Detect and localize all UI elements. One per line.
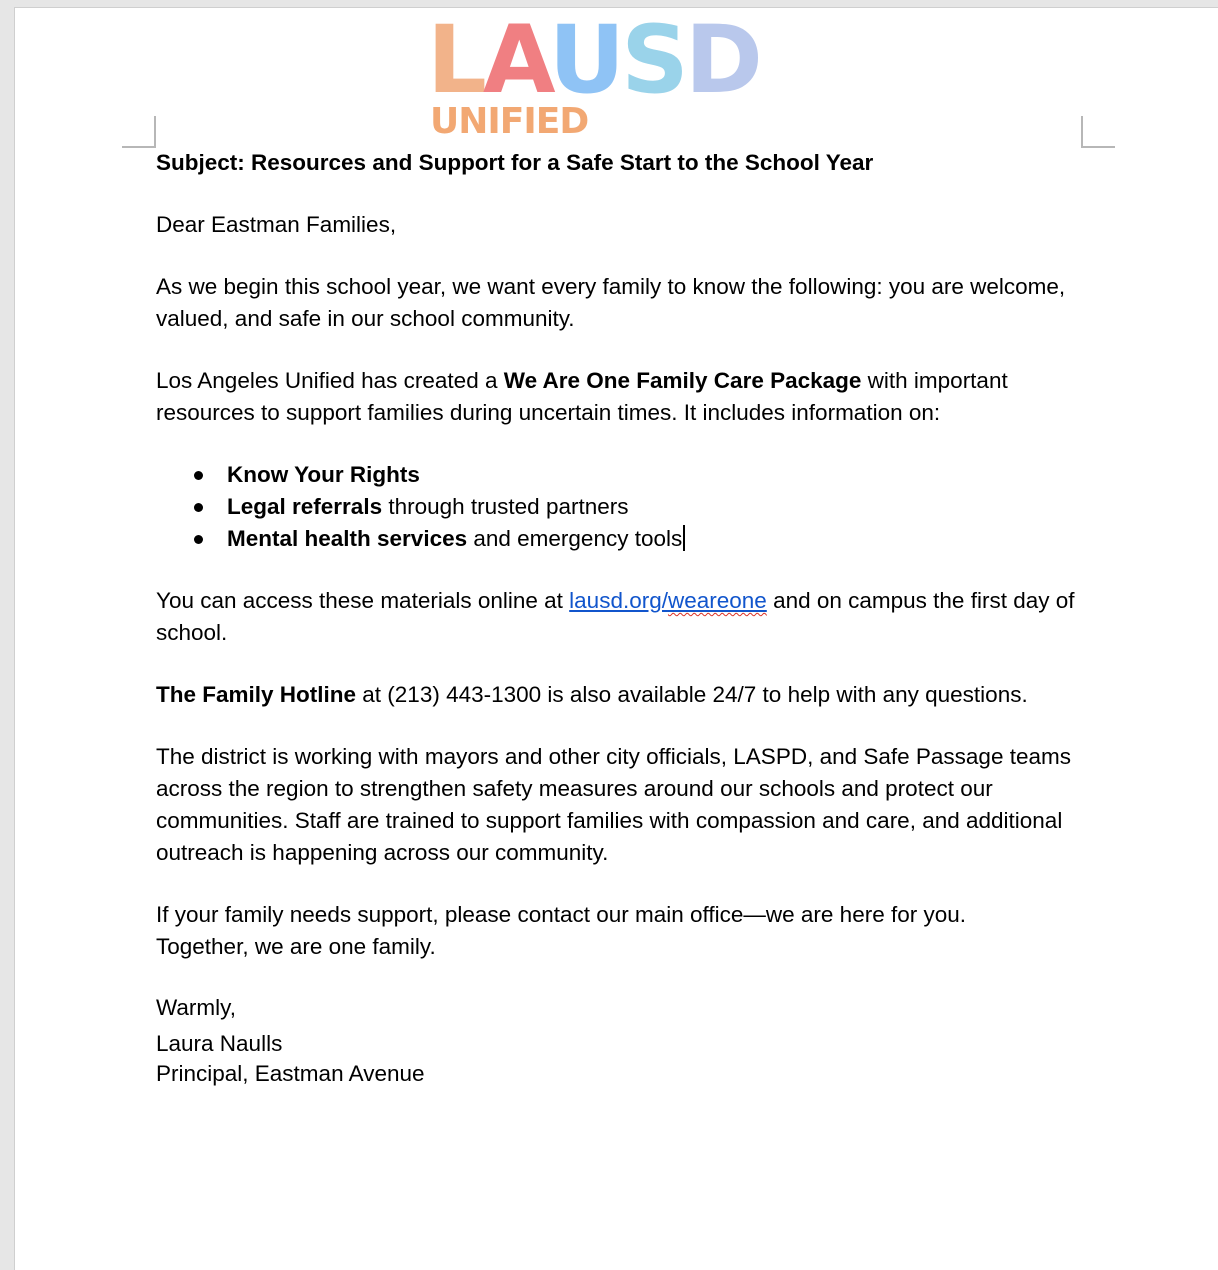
care-package-intro: Los Angeles Unified has created a [156,368,504,393]
link-prefix: lausd.org/ [569,588,668,613]
online-access-rest: and on campus the first day of school. [156,588,1075,645]
logo-letter-u: U [548,8,622,115]
support-line-2: Together, we are one family. [156,934,436,959]
logo-subtitle: UNIFIED [430,101,589,142]
list-item [227,523,1096,555]
list-item-bold: Legal referrals [227,494,383,519]
resource-list [156,459,1096,555]
greeting: Dear Eastman Families, [156,212,397,237]
document-page[interactable] [15,8,1218,1270]
weareone-link[interactable] [569,588,767,613]
logo-wordmark [427,8,759,115]
paragraph-care-package [156,365,1096,429]
care-package-rest: with important resources to support families during uncertain times. It includes information on: [156,368,1008,425]
logo-letter-a: A [482,8,549,115]
online-access-intro: You can access these materials online at [156,588,570,613]
paragraph-hotline [156,679,1096,711]
paragraph-safety: The district is working with mayors and other city officials, LASPD, and Safe Passage teams across the region to strengthen safety measures around our schools and protect our communities. Staff are trained to support families with compassion and care, and additional outreach is happening across our community. [156,744,1071,865]
lausd-logo [427,8,827,144]
care-package-name: We Are One Family Care Package [503,368,862,393]
margin-corner-left [122,116,156,148]
hotline-label: The Family Hotline [156,682,357,707]
logo-letter-d: D [684,8,759,115]
letter-body[interactable] [156,147,1096,1089]
margin-corner-right [1081,116,1115,148]
hotline-details: at (213) 443-1300 is also available 24/7 to help with any questions. [356,682,1028,707]
paragraph-welcome: As we begin this school year, we want every family to know the following: you are welcome, valued, and safe in our school community. [156,274,1066,331]
signer-name: Laura Naulls [156,1031,283,1056]
text-cursor [683,525,685,551]
paragraph-online-access [156,585,1096,649]
logo-letter-l: L [427,8,483,115]
signature-block [156,993,1096,1089]
list-item [227,491,1096,523]
list-item-bold: Know Your Rights [227,462,420,487]
spellcheck-word[interactable]: weareone [667,588,767,613]
list-item-bold: Mental health services [227,526,468,551]
list-item [227,459,1096,491]
list-item-rest: through trusted partners [382,494,629,519]
list-item-rest: and emergency tools [467,526,683,551]
paragraph-support [156,899,1096,963]
signer-title: Principal, Eastman Avenue [156,1061,425,1086]
subject-line: Subject: Resources and Support for a Safe Start to the School Year [156,150,874,175]
closing: Warmly, [156,995,236,1020]
support-line-1: If your family needs support, please contact our main office—we are here for you. [156,902,966,927]
logo-letter-s: S [621,8,685,115]
